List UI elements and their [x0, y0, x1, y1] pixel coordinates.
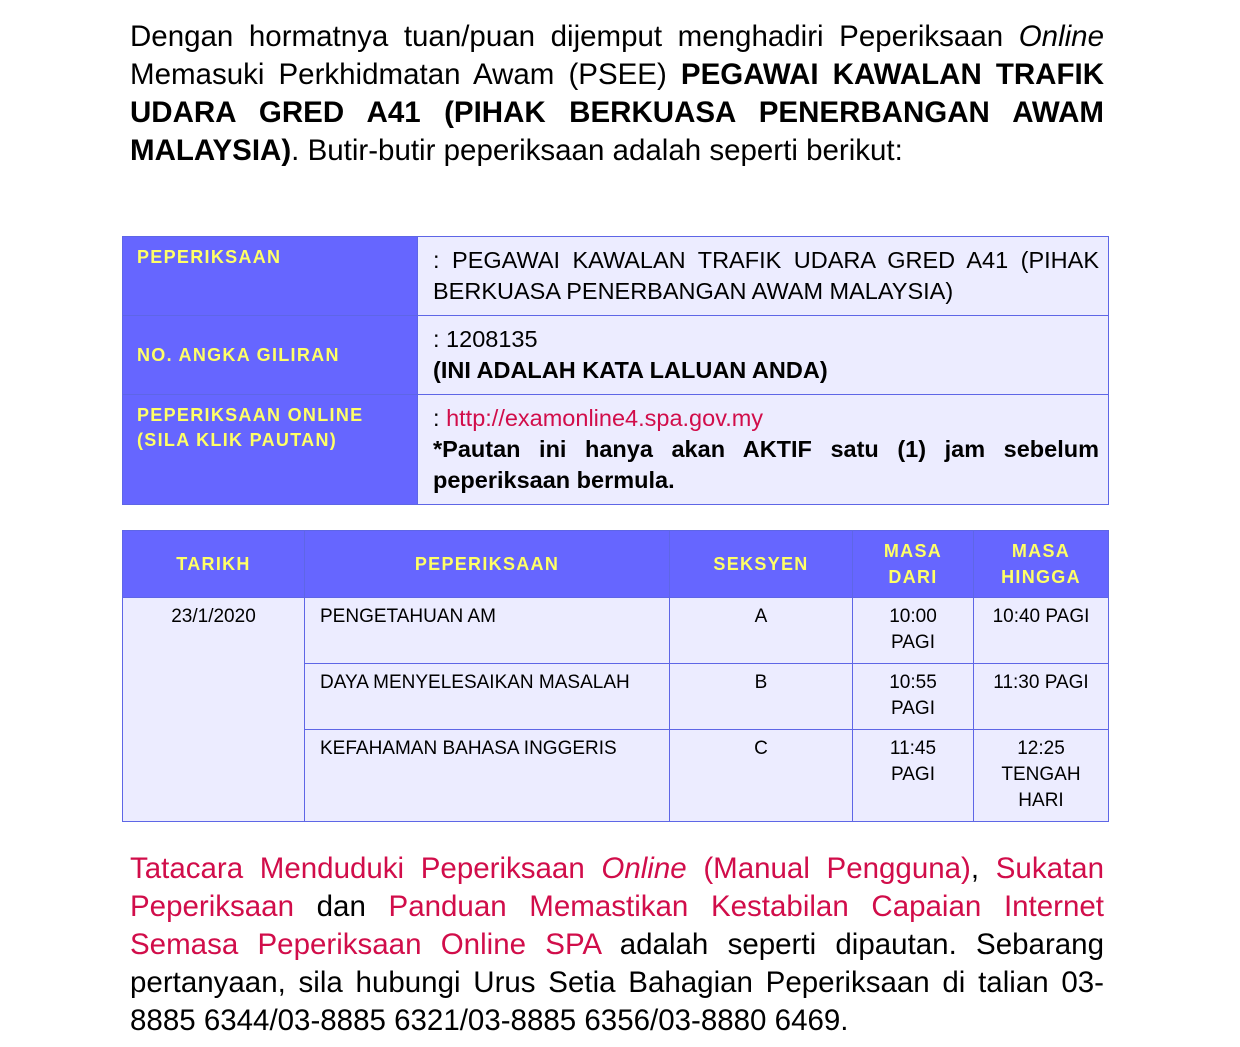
candidate-number-cell: [418, 316, 1109, 395]
header-date: TARIKH: [123, 531, 305, 598]
row-time-from: [853, 598, 974, 664]
exam-date: 23/1/2020: [123, 598, 305, 822]
schedule-header-row: [123, 531, 1109, 598]
row-time-to: 10:40 PAGI: [974, 598, 1109, 664]
exam-value: : PEGAWAI KAWALAN TRAFIK UDARA GRED A41 (PIHAK BERKUASA PENERBANGAN AWAM MALAYSIA): [418, 237, 1109, 316]
row-section: C: [670, 730, 853, 822]
header-time-to-line1: MASA: [1011, 541, 1071, 561]
row-time-from-period: PAGI: [891, 698, 935, 719]
info-row-online-exam: [123, 395, 1109, 505]
footer-paragraph: [130, 850, 1104, 1040]
intro-exam-name: PEGAWAI KAWALAN TRAFIK UDARA GRED A41 (PIHAK BERKUASA PENERBANGAN AWAM MALAYSIA): [130, 58, 1105, 167]
header-time-to-line2: HINGGA: [1001, 567, 1081, 587]
table-row: [123, 598, 1109, 664]
online-exam-cell: [418, 395, 1109, 505]
intro-online-word: Online: [1018, 20, 1104, 53]
intro-text-3: . Butir-butir peperiksaan adalah seperti berikut:: [291, 134, 903, 167]
row-time-from-time: 11:45: [889, 738, 937, 759]
exam-info-table: [122, 236, 1109, 505]
row-time-from: [853, 664, 974, 730]
row-time-to: [974, 730, 1109, 822]
exam-label: PEPERIKSAAN: [123, 237, 418, 316]
row-time-from: [853, 730, 974, 822]
intro-text-2: Memasuki Perkhidmatan Awam (PSEE): [130, 58, 681, 91]
info-row-exam: [123, 237, 1109, 316]
footer-contact-text: adalah seperti dipautan. Sebarang pertanyaan, sila hubungi Urus Setia Bahagian Peperiksaan di talian 03-8885 6344/03-8885 6321/03-8885 6356/03-8880 6469.: [130, 928, 1104, 1037]
footer-dan: dan: [294, 890, 389, 923]
row-time-from-period: PAGI: [891, 632, 935, 653]
info-row-candidate-number: [123, 316, 1109, 395]
header-time-to: [974, 531, 1109, 598]
header-time-from-line1: MASA: [883, 541, 943, 561]
row-exam-name: KEFAHAMAN BAHASA INGGERIS: [305, 730, 670, 822]
online-exam-label-line1: PEPERIKSAAN ONLINE: [137, 405, 364, 425]
header-time-from-line2: DARI: [888, 567, 938, 587]
password-note: (INI ADALAH KATA LALUAN ANDA): [433, 357, 828, 383]
row-exam-name: PENGETAHUAN AM: [305, 598, 670, 664]
user-manual-link-text-2: (Manual Pengguna): [686, 852, 971, 885]
row-time-from-period: PAGI: [891, 764, 935, 785]
candidate-number-label: NO. ANGKA GILIRAN: [123, 316, 418, 395]
header-exam: PEPERIKSAAN: [305, 531, 670, 598]
row-section: B: [670, 664, 853, 730]
exam-schedule-table: [122, 530, 1109, 822]
header-time-from: [853, 531, 974, 598]
syllabus-link[interactable]: Sukatan Peperiksaan: [130, 852, 1104, 923]
header-section: SEKSYEN: [670, 531, 853, 598]
row-section: A: [670, 598, 853, 664]
row-time-from-time: 10:55: [889, 672, 937, 693]
user-manual-link-online: Online: [601, 852, 687, 885]
user-manual-link[interactable]: [130, 852, 971, 885]
internet-guide-link[interactable]: Panduan Memastikan Kestabilan Capaian Internet Semasa Peperiksaan Online SPA: [130, 890, 1104, 961]
row-time-to-line3: HARI: [1018, 790, 1064, 811]
row-time-from-time: 10:00: [889, 606, 937, 627]
online-exam-link-line: [433, 403, 1099, 434]
intro-text-1: Dengan hormatnya tuan/puan dijemput menghadiri Peperiksaan: [130, 20, 1019, 53]
online-exam-label-line2: (SILA KLIK PAUTAN): [137, 430, 338, 450]
user-manual-link-text-1: Tatacara Menduduki Peperiksaan: [130, 852, 602, 885]
link-active-note: *Pautan ini hanya akan AKTIF satu (1) jam sebelum peperiksaan bermula.: [433, 436, 1099, 493]
intro-paragraph: [130, 18, 1104, 170]
row-exam-name: DAYA MENYELESAIKAN MASALAH: [305, 664, 670, 730]
row-time-to-line2: TENGAH: [1001, 764, 1081, 785]
row-time-to: 11:30 PAGI: [974, 664, 1109, 730]
link-prefix: :: [433, 405, 447, 431]
row-time-to-line1: 12:25: [1017, 738, 1065, 759]
footer-comma: ,: [970, 852, 980, 885]
candidate-number-value: : 1208135: [433, 326, 538, 352]
exam-online-link[interactable]: http://examonline4.spa.gov.my: [446, 405, 764, 431]
online-exam-label: [123, 395, 418, 505]
